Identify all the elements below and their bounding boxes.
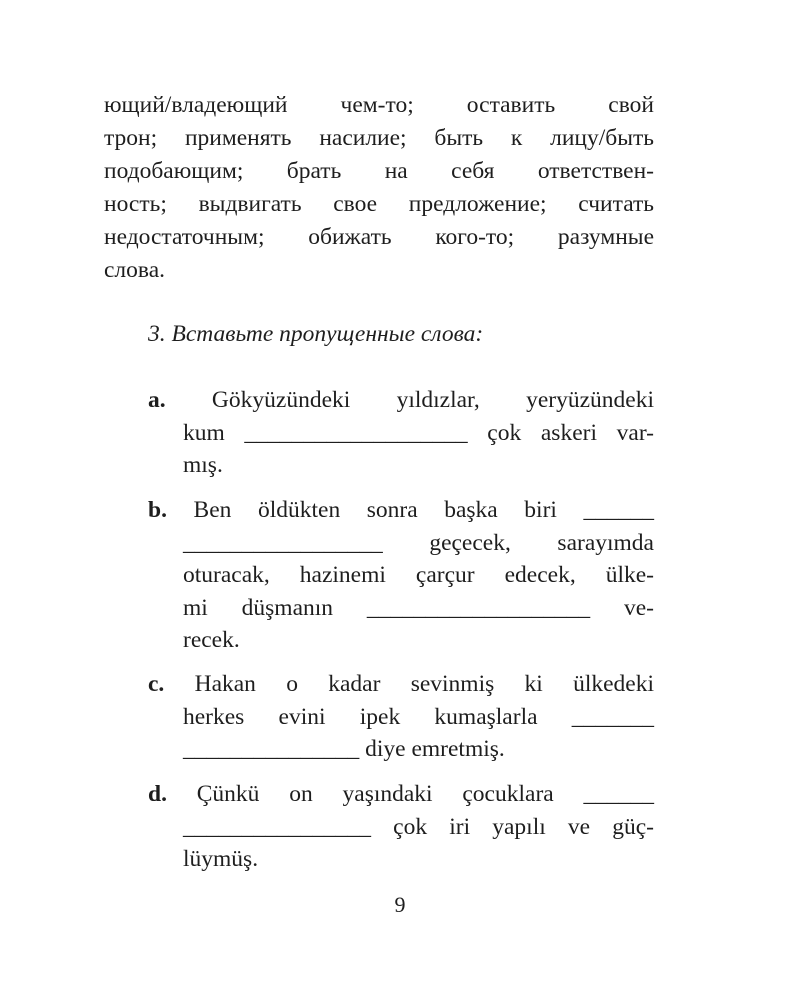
- sentence-text: Gökyüzündeki yıldızlar, yeryüzündeki: [211, 387, 654, 413]
- exercise-first-line: [148, 668, 654, 701]
- sentence-line: mış.: [183, 452, 223, 478]
- sentence-text: Ben öldükten sonra başka biri ______: [193, 497, 655, 523]
- exercise-item-c: [148, 668, 654, 766]
- item-marker: d.: [148, 781, 167, 807]
- sentence-line: _________________ geçecek, sarayımda: [183, 529, 654, 556]
- sentence-line: ________________ çok iri yapılı ve güç-: [183, 813, 654, 840]
- sentence-line: _______________ diye emretmiş.: [183, 736, 505, 762]
- exercise-first-line: [148, 778, 654, 811]
- item-marker: a.: [148, 387, 166, 413]
- paragraph-line: подобающим; брать на себя ответствен-: [104, 158, 654, 184]
- sentence-text: Çünkü on yaşındaki çocuklara ______: [196, 781, 654, 807]
- paragraph-line: слова.: [104, 257, 165, 283]
- exercise-item-a: [148, 384, 654, 482]
- sentence-text: Hakan o kadar sevinmiş ki ülkedeki: [194, 671, 654, 697]
- item-marker: c.: [148, 671, 165, 697]
- exercise-first-line: [148, 494, 654, 527]
- intro-paragraph: [104, 89, 654, 287]
- exercise-item-b: [148, 494, 654, 657]
- sentence-line: lüymüş.: [183, 846, 259, 872]
- paragraph-line: ность; выдвигать свое предложение; считать: [104, 191, 654, 217]
- sentence-line: recek.: [183, 627, 240, 653]
- sentence-line: kum ___________________ çok askeri var-: [183, 419, 654, 446]
- sentence-line: herkes evini ipek kumaşlarla _______: [183, 703, 654, 730]
- exercise-heading: 3. Вставьте пропущенные слова:: [148, 321, 484, 347]
- page-number: 9: [394, 892, 406, 917]
- exercise-item-d: [148, 778, 654, 876]
- paragraph-line: ющий/владеющий чем-то; оставить свой: [104, 92, 654, 118]
- paragraph-line: недостаточным; обижать кого-то; разумные: [104, 224, 654, 250]
- paragraph-line: трон; применять насилие; быть к лицу/быть: [104, 125, 654, 151]
- sentence-line: oturacak, hazinemi çarçur edecek, ülke-: [183, 562, 654, 588]
- item-marker: b.: [148, 497, 167, 523]
- exercise-first-line: [148, 384, 654, 417]
- sentence-line: mi düşmanın ___________________ ve-: [183, 594, 654, 621]
